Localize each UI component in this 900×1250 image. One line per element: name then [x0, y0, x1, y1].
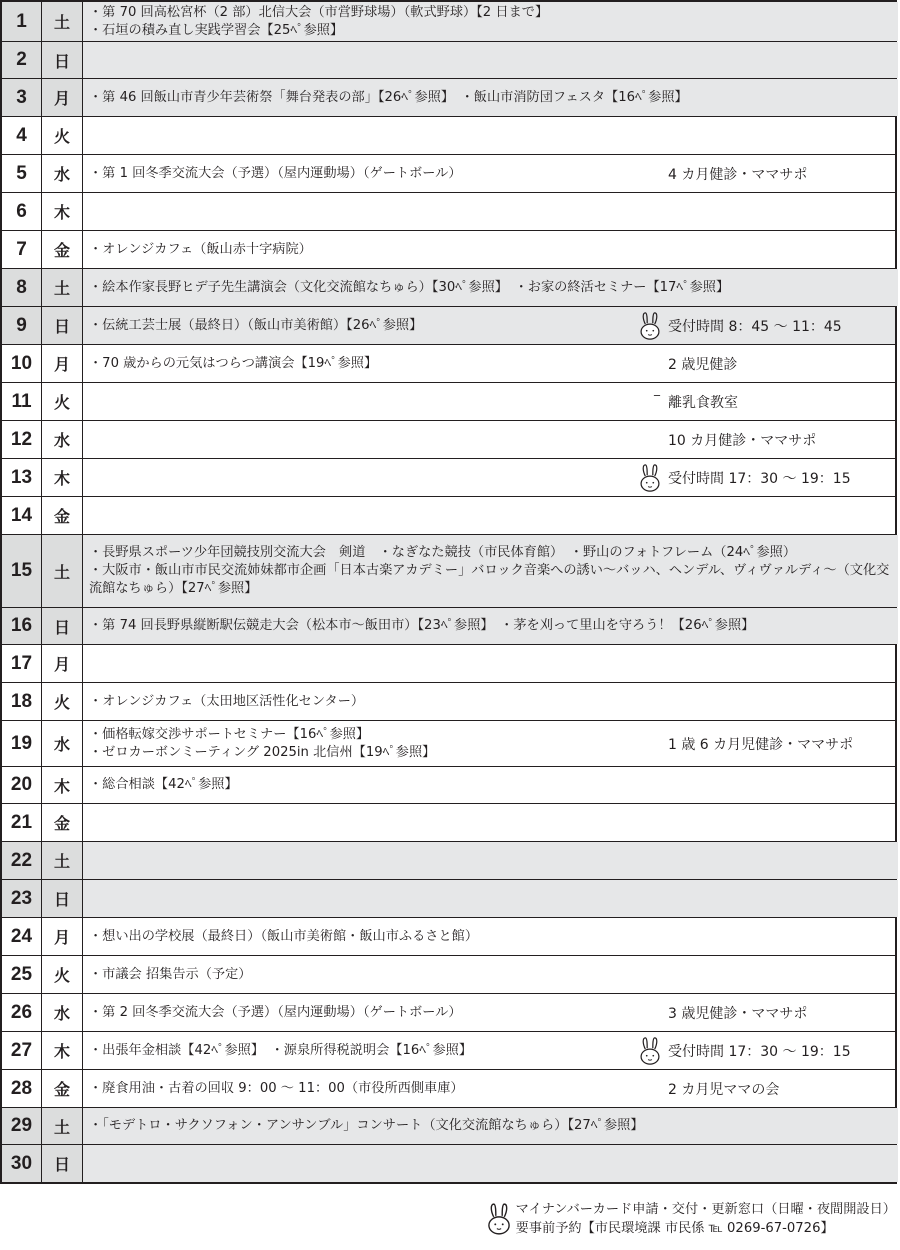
- events-cell: [83, 269, 898, 306]
- events-cell: [83, 459, 895, 496]
- day-of-week: 土: [42, 269, 83, 306]
- event-line: ・廃食用油・古着の回収 9：00 ～ 11：00（市役所西側車庫）: [89, 1080, 464, 1096]
- calendar-row: [2, 306, 895, 344]
- day-number: 6: [2, 193, 42, 230]
- events-cell: [83, 79, 898, 116]
- day-of-week: 水: [42, 721, 83, 766]
- event-line: ・第 2 回冬季交流大会（予選）（屋内運動場）（ゲートボール）: [89, 1004, 462, 1020]
- day-number: 27: [2, 1032, 42, 1069]
- day-number: 16: [2, 608, 42, 644]
- side-text: 離乳食教室: [668, 394, 738, 411]
- day-of-week: 日: [42, 307, 83, 344]
- day-number: 9: [2, 307, 42, 344]
- event-line: ・想い出の学校展（最終日）（飯山市美術館・飯山市ふるさと館）: [89, 928, 479, 944]
- day-number: 19: [2, 721, 42, 766]
- calendar-row: [2, 1031, 895, 1069]
- calendar-row: [2, 154, 895, 192]
- event-line: ・「モデトロ・サクソフォン・アンサンブル」コンサート（文化交流館なちゅら）【27ﾍﾟ参照】: [89, 1118, 644, 1133]
- day-number: 4: [2, 117, 42, 154]
- calendar-row: [2, 268, 895, 306]
- calendar-row: [2, 879, 895, 917]
- day-number: 24: [2, 918, 42, 955]
- footer-line-2: 要事前予約【市民環境課 市民係 ℡ 0269-67-0726】: [515, 1221, 834, 1236]
- day-number: 3: [2, 79, 42, 116]
- events-cell: [83, 42, 898, 78]
- event-line: ・第 46 回飯山市青少年芸術祭「舞台発表の部」【26ﾍﾟ参照】 ・飯山市消防団フェスタ【16ﾍﾟ参照】: [89, 89, 688, 105]
- events-cell: [83, 880, 898, 917]
- day-number: 7: [2, 231, 42, 268]
- events-cell: [83, 383, 895, 420]
- day-number: 18: [2, 683, 42, 720]
- calendar-row: [2, 41, 895, 78]
- health-checkup: [668, 1070, 779, 1107]
- events-cell: [83, 918, 898, 955]
- rabbit-mascot-icon: [638, 311, 662, 341]
- day-of-week: 火: [42, 956, 83, 993]
- events-cell: [83, 1108, 898, 1144]
- day-of-week: 水: [42, 155, 83, 192]
- side-text: 10 カ月健診・ママサポ: [668, 432, 817, 449]
- health-checkup: [668, 994, 807, 1031]
- events-cell: [83, 421, 895, 458]
- day-number: 25: [2, 956, 42, 993]
- events-cell: [83, 193, 898, 230]
- events-cell: [83, 956, 898, 993]
- health-checkup: [668, 721, 853, 766]
- day-number: 20: [2, 767, 42, 803]
- day-of-week: 日: [42, 608, 83, 644]
- day-of-week: 火: [42, 117, 83, 154]
- calendar-row: [2, 116, 895, 154]
- side-text: 受付時間 17：30 ～ 19：15: [668, 470, 851, 487]
- calendar-row: [2, 841, 895, 879]
- health-checkup: [668, 345, 737, 382]
- event-line: ・出張年金相談【42ﾍﾟ参照】 ・源泉所得税説明会【16ﾍﾟ参照】: [89, 1042, 473, 1058]
- rabbit-mascot-icon: [638, 1036, 662, 1066]
- day-number: 10: [2, 345, 42, 382]
- calendar-row: [2, 1107, 895, 1144]
- day-of-week: 木: [42, 767, 83, 803]
- day-number: 8: [2, 269, 42, 306]
- health-checkup: [668, 155, 807, 192]
- event-line: ・長野県スポーツ少年団競技別交流大会 剣道 ・なぎなた競技（市民体育館） ・野山のフォトフレーム（24ﾍﾟ参照）: [89, 545, 797, 560]
- dash-mark: _: [654, 381, 660, 396]
- events-cell: [83, 721, 895, 766]
- calendar-row: [2, 496, 895, 534]
- day-of-week: 火: [42, 383, 83, 420]
- events-cell: [83, 1145, 898, 1182]
- event-line: ・総合相談【42ﾍﾟ参照】: [89, 777, 238, 792]
- rabbit-mascot-icon: [486, 1202, 512, 1236]
- event-line: ・第 1 回冬季交流大会（予選）（屋内運動場）（ゲートボール）: [89, 165, 462, 181]
- day-number: 22: [2, 842, 42, 879]
- calendar-row: [2, 1144, 895, 1182]
- event-line: ・大阪市・飯山市市民交流姉妹都市企画「日本古楽アカデミー」バロック音楽への誘い～バッハ、ヘンデル、ヴィヴァルディ～（文化交流館なちゅら）【27ﾍﾟ参照】: [89, 563, 890, 596]
- day-of-week: 月: [42, 918, 83, 955]
- calendar-row: [2, 766, 895, 803]
- calendar-row: [2, 1069, 895, 1107]
- day-number: 29: [2, 1108, 42, 1144]
- events-cell: [83, 2, 898, 41]
- day-of-week: 土: [42, 842, 83, 879]
- day-number: 11: [2, 383, 42, 420]
- calendar-row: [2, 682, 895, 720]
- day-of-week: 金: [42, 497, 83, 534]
- event-line: ・価格転嫁交渉サポートセミナー【16ﾍﾟ参照】: [89, 726, 370, 742]
- day-number: 30: [2, 1145, 42, 1182]
- calendar-row: [2, 955, 895, 993]
- event-line: ・ゼロカーボンミーティング 2025in 北信州【19ﾍﾟ参照】: [89, 744, 436, 760]
- side-text: 2 カ月児ママの会: [668, 1081, 780, 1098]
- side-text: 4 カ月健診・ママサポ: [668, 166, 808, 183]
- day-number: 1: [2, 2, 42, 41]
- day-of-week: 水: [42, 421, 83, 458]
- day-number: 12: [2, 421, 42, 458]
- day-of-week: 土: [42, 535, 83, 607]
- day-of-week: 日: [42, 1145, 83, 1182]
- side-text: 受付時間 8：45 ～ 11：45: [668, 318, 842, 335]
- day-number: 5: [2, 155, 42, 192]
- day-of-week: 日: [42, 880, 83, 917]
- event-line: ・オレンジカフェ（飯山赤十字病院）: [89, 241, 312, 257]
- footer-line-1: マイナンバーカード申請・交付・更新窓口（日曜・夜間開設日）: [515, 1202, 896, 1217]
- calendar-row: [2, 644, 895, 682]
- events-cell: [83, 231, 898, 268]
- day-number: 26: [2, 994, 42, 1031]
- calendar-row: [2, 344, 895, 382]
- day-of-week: 木: [42, 1032, 83, 1069]
- events-cell: [83, 994, 895, 1031]
- day-number: 21: [2, 804, 42, 841]
- event-line: ・絵本作家長野ヒデ子先生講演会（文化交流館なちゅら）【30ﾍﾟ参照】 ・お家の終活セミナー【17ﾍﾟ参照】: [89, 279, 730, 295]
- calendar-row: [2, 2, 895, 41]
- calendar-row: [2, 230, 895, 268]
- side-text: 3 歳児健診・ママサポ: [668, 1005, 808, 1022]
- day-of-week: 金: [42, 231, 83, 268]
- day-number: 13: [2, 459, 42, 496]
- calendar-row: [2, 993, 895, 1031]
- day-of-week: 月: [42, 345, 83, 382]
- events-cell: [83, 307, 895, 344]
- events-cell: [83, 804, 898, 841]
- events-cell: [83, 345, 895, 382]
- event-line: ・市議会 招集告示（予定）: [89, 966, 252, 982]
- health-checkup: [668, 421, 816, 458]
- event-line: ・伝統工芸士展（最終日）（飯山市美術館）【26ﾍﾟ参照】: [89, 317, 423, 333]
- day-number: 17: [2, 645, 42, 682]
- day-number: 14: [2, 497, 42, 534]
- footer-note: [486, 1200, 896, 1238]
- day-of-week: 木: [42, 459, 83, 496]
- calendar-row: [2, 420, 895, 458]
- calendar-row: [2, 534, 895, 607]
- calendar-row: [2, 803, 895, 841]
- calendar-row: [2, 382, 895, 420]
- health-checkup: [654, 381, 738, 420]
- calendar-row: [2, 458, 895, 496]
- event-line: ・オレンジカフェ（太田地区活性化センター）: [89, 693, 365, 709]
- calendar-row: [2, 607, 895, 644]
- events-cell: [83, 608, 898, 644]
- event-line: ・第 74 回長野県縦断駅伝競走大会（松本市～飯田市）【23ﾍﾟ参照】 ・茅を刈って里山を守ろう！【26ﾍﾟ参照】: [89, 618, 755, 633]
- event-line: ・70 歳からの元気はつらつ講演会【19ﾍﾟ参照】: [89, 355, 378, 371]
- events-cell: [83, 155, 895, 192]
- rabbit-mascot-icon: [638, 463, 662, 493]
- events-cell: [83, 535, 898, 607]
- events-cell: [83, 645, 898, 682]
- events-cell: [83, 767, 898, 803]
- reception-hours: [668, 1032, 851, 1069]
- calendar-row: [2, 192, 895, 230]
- day-of-week: 金: [42, 1070, 83, 1107]
- day-of-week: 火: [42, 683, 83, 720]
- events-cell: [83, 1070, 895, 1107]
- day-of-week: 木: [42, 193, 83, 230]
- reception-hours: [668, 459, 851, 496]
- day-of-week: 土: [42, 1108, 83, 1144]
- day-number: 15: [2, 535, 42, 607]
- day-of-week: 月: [42, 645, 83, 682]
- side-text: 2 歳児健診: [668, 356, 738, 373]
- day-of-week: 日: [42, 42, 83, 78]
- day-of-week: 金: [42, 804, 83, 841]
- event-line: ・石垣の積み直し実践学習会【25ﾍﾟ参照】: [89, 22, 344, 38]
- day-number: 28: [2, 1070, 42, 1107]
- day-of-week: 月: [42, 79, 83, 116]
- day-number: 2: [2, 42, 42, 78]
- calendar-row: [2, 917, 895, 955]
- events-cell: [83, 497, 898, 534]
- day-number: 23: [2, 880, 42, 917]
- events-cell: [83, 842, 898, 879]
- events-cell: [83, 1032, 895, 1069]
- calendar-row: [2, 78, 895, 116]
- reception-hours: [668, 307, 842, 344]
- events-cell: [83, 683, 898, 720]
- calendar-row: [2, 720, 895, 766]
- side-text: 1 歳 6 カ月児健診・ママサポ: [668, 736, 854, 753]
- day-of-week: 土: [42, 2, 83, 41]
- event-line: ・第 70 回高松宮杯（2 部）北信大会（市営野球場）（軟式野球）【2 日まで】: [89, 4, 549, 20]
- day-of-week: 水: [42, 994, 83, 1031]
- events-cell: [83, 117, 898, 154]
- side-text: 受付時間 17：30 ～ 19：15: [668, 1043, 851, 1060]
